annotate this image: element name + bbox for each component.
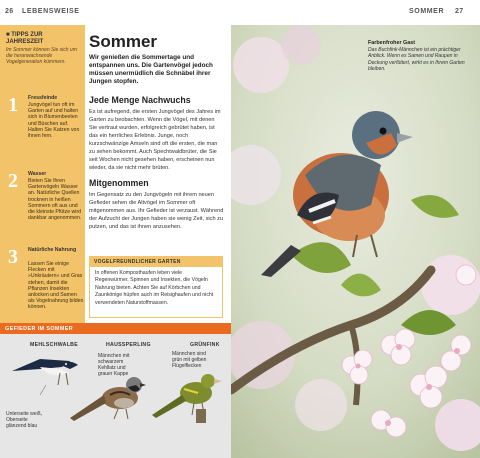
- bird-note-sparrow: Männchen mit schwarzem Kehllatz und grauer Kappe: [98, 353, 130, 377]
- section-body: Es ist aufregend, die ersten Jungvögel des Jahres im Garten zu beobachten. Wenn die Vögel, mit denen Sie vertraut wurden, erfolgreich gebrütet haben, ist das ein herrliches Erlebnis. Junge, noch kurzschwänzige Amseln sind oft die ersten, die man zu sehen bekommt. Auch Spechtwaldbrüter, die Sie seit Wochen nicht gesehen haben, erscheinen nun wieder, da sie nicht mehr brüten.: [89, 109, 221, 171]
- page-header: [0, 8, 480, 22]
- tip-number: 2: [8, 170, 18, 192]
- lead-paragraph: Wir genießen die Sommertage und entspannen uns. Die Gartenvögel jedoch müssen unermüdlich die Schnäbel ihrer Jungen stopfen.: [89, 54, 213, 85]
- caption-body: Das Buchfink-Männchen ist ein prächtiger Anblick. Wenn es Samen und Raupen in Deckung verfüttert, wirkt es in Ihrem Garten bleiben.: [368, 47, 465, 73]
- garden-tip-box: [89, 256, 223, 318]
- right-section-label: SOMMER: [409, 8, 445, 15]
- section-heading: Jede Menge Nachwuchs: [89, 95, 191, 105]
- plumage-panel: [0, 323, 232, 458]
- bird-note-swallow: Unterseite weiß, Oberseite glänzend blau: [6, 411, 43, 429]
- bird-note-greenfinch: Männchen sind grün mit gelben Flügelflecken: [172, 351, 207, 369]
- bird-illustrations: [0, 323, 232, 458]
- tip-title: Fressfeinde: [28, 95, 58, 101]
- tip-title: Wasser: [28, 171, 47, 177]
- bird-name-greenfinch: GRÜNFINK: [190, 342, 220, 348]
- tips-sidebar: [0, 25, 85, 343]
- garden-tip-body: In offenen Komposthaufen leben viele Regenwürmer, Spinnen und Insekten, die Vögeln Nahrung bieten. Achten Sie auf Körbchen und Zaunkönige hüpfen auch im Reisighaufen und nicht verwendeten Naturstoffmassen.: [95, 270, 214, 306]
- right-page-number: 27: [455, 8, 464, 15]
- page-title: Sommer: [89, 32, 158, 51]
- chaffinch-photo: [231, 25, 480, 458]
- swallow-illustration: [12, 359, 78, 395]
- sparrow-illustration: [70, 377, 146, 421]
- left-page-number: 26: [5, 8, 14, 15]
- garden-tip-heading: VOGELFREUNDLICHER GARTEN: [90, 257, 222, 267]
- tip-body: Jungvögel tun oft im Garten auf und halten sich in Blumenbeeten und Büschen auf. Halten Sie Katzen von ihnen fern.: [28, 102, 80, 140]
- tips-intro: Im Sommer können Sie sich um die heranwachsende Vogelgeneration kümmern.: [6, 47, 77, 65]
- left-section-label: LEBENSWEISE: [22, 8, 80, 15]
- photo-caption: [368, 40, 468, 73]
- tip-body: Bieten Sie Ihren Gartenvögeln Wasser an. Natürliche Quellen trocknen in heißen Sommern oft aus und die kleinste Pfütze wird dankbar angenommen.: [28, 178, 82, 222]
- greenfinch-illustration: [152, 374, 222, 423]
- tip-number: 1: [8, 94, 18, 116]
- plumage-heading: GEFIEDER IM SOMMER: [0, 323, 232, 334]
- caption-title: Farbenfroher Gast: [368, 40, 416, 46]
- bird-name-swallow: MEHLSCHWALBE: [30, 342, 78, 348]
- photo-illustration: [231, 25, 480, 458]
- bird-name-sparrow: HAUSSPERLING: [106, 342, 151, 348]
- tip-title: Natürliche Nahrung: [28, 247, 77, 253]
- main-article: [89, 33, 224, 231]
- tip-body: Lassen Sie einige Flecken mit »Unkräutern« und Gras stehen, damit die Pflanzen Insekten anlocken und Samen als Vogelnahrung bilden können.: [28, 261, 84, 311]
- section-body: Im Gegensatz zu den Jungvögeln mit ihrem neuen Gefieder sehen die Altvögel im Sommer oft mitgenommen aus. Ihr Gefieder ist verzaust. Während der Aufzucht der Jungen haben sie wenig Zeit, sich zu putzen, und das ist ihnen anzusehen.: [89, 192, 224, 230]
- tips-title: ■ TIPPS ZUR JAHRESZEIT: [6, 32, 44, 45]
- tip-number: 3: [8, 246, 18, 268]
- section-heading: Mitgenommen: [89, 178, 149, 188]
